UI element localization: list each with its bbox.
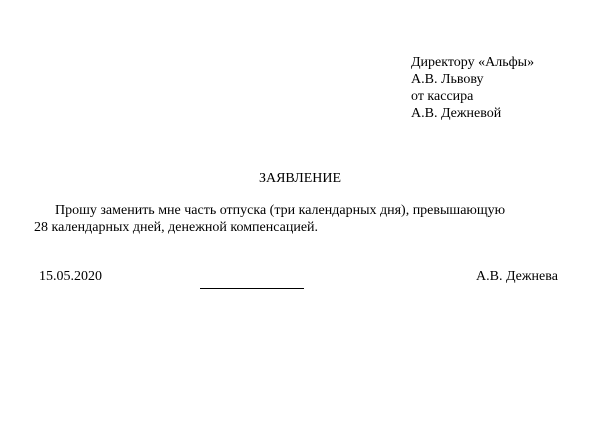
document-date: 15.05.2020 bbox=[39, 269, 102, 284]
request-body-line-2: 28 календарных дней, денежной компенсацией. bbox=[34, 220, 319, 235]
request-body bbox=[34, 202, 534, 236]
signature-line bbox=[200, 288, 304, 289]
document-title-text: ЗАЯВЛЕНИЕ bbox=[258, 171, 342, 186]
addressee-block bbox=[411, 54, 534, 122]
sender-position: от кассира bbox=[411, 89, 474, 104]
addressee-position: Директору «Альфы» bbox=[411, 55, 535, 70]
request-body-line-1: Прошу заменить мне часть отпуска (три календарных дня), превышающую bbox=[55, 203, 506, 218]
sender-name: А.В. Дежневой bbox=[411, 106, 502, 121]
signature-name: А.В. Дежнева bbox=[476, 269, 558, 284]
document-title bbox=[0, 170, 600, 187]
addressee-name: А.В. Львову bbox=[411, 72, 484, 87]
